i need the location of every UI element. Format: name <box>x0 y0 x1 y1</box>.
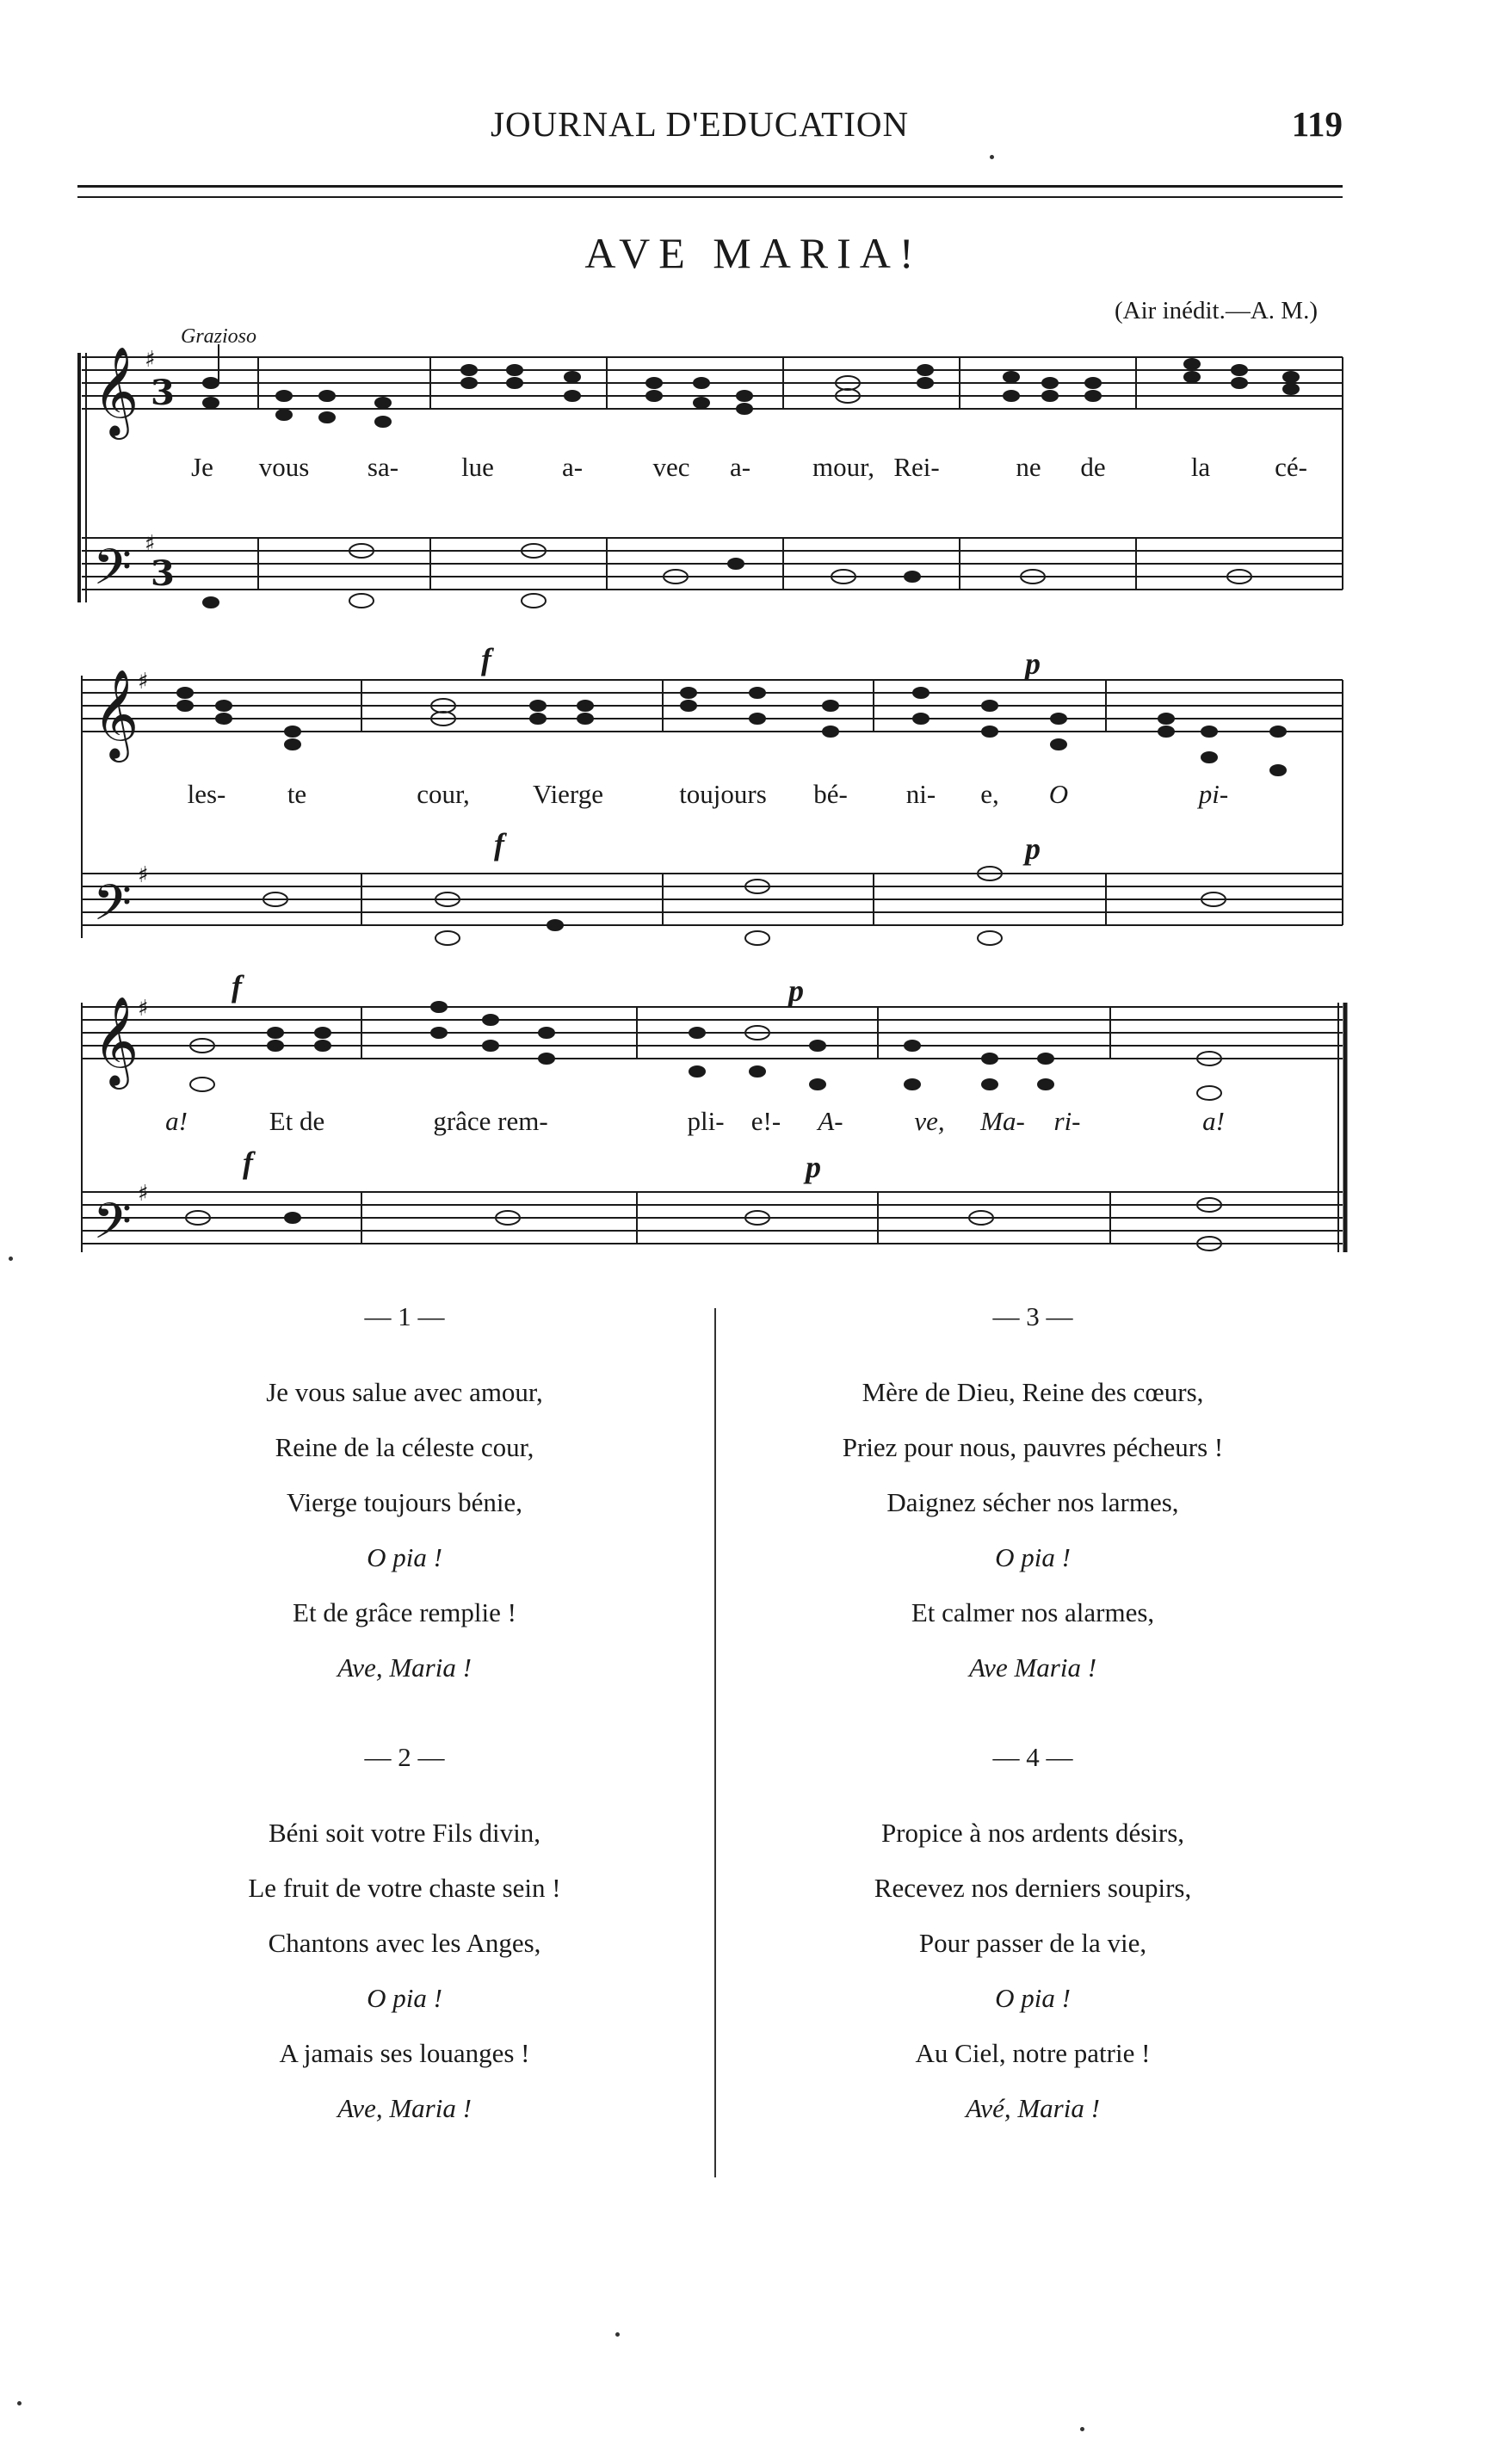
bass-clef-icon: 𝄢 <box>93 538 133 608</box>
journal-title: JOURNAL D'EDUCATION <box>491 104 910 144</box>
verse-line: Au Ciel, notre patrie ! <box>915 2038 1151 2068</box>
verse-line: O pia ! <box>995 1542 1071 1572</box>
verse-line: Ave Maria ! <box>968 1652 1097 1683</box>
lyric-syllable: Je <box>191 452 213 482</box>
dynamic-marking: f <box>481 642 491 676</box>
bass-clef-icon: 𝄢 <box>93 1192 133 1263</box>
verse-1 <box>103 1291 706 1695</box>
verse-line: Vierge toujours bénie, <box>287 1487 522 1517</box>
lyric-syllable: vec <box>652 452 690 482</box>
bass-clef-icon: 𝄢 <box>93 874 133 944</box>
lyric-syllable: A- <box>818 1106 843 1136</box>
dynamic-marking: p <box>806 1150 821 1184</box>
song-attribution: (Air inédit.—A. M.) <box>1115 297 1318 324</box>
dynamic-marking: f <box>243 1146 253 1180</box>
lyric-syllable: a- <box>561 452 584 482</box>
dynamic-marking: p <box>1025 831 1041 866</box>
verse-line: O pia ! <box>995 1983 1071 2013</box>
verse-line: Mère de Dieu, Reine des cœurs, <box>862 1377 1204 1407</box>
verse-2 <box>103 1732 706 2136</box>
lyric-syllable: O <box>1048 779 1069 809</box>
lyric-syllable: les- <box>187 779 226 809</box>
svg-text:♯: ♯ <box>138 669 149 695</box>
verse-line: Recevez nos derniers soupirs, <box>874 1873 1192 1903</box>
verse-line: Et de grâce remplie ! <box>293 1597 516 1627</box>
treble-clef-icon: 𝄞 <box>93 669 139 759</box>
lyric-syllable: te <box>287 779 307 809</box>
svg-text:♯: ♯ <box>145 531 156 557</box>
verses-right-column <box>732 1291 1334 2203</box>
column-divider <box>714 1308 716 2177</box>
lyric-syllable: de <box>1080 452 1106 482</box>
verse-line: Reine de la céleste cour, <box>275 1432 534 1462</box>
lyric-syllable: ne <box>1016 452 1041 482</box>
lyric-syllable: la <box>1190 452 1211 482</box>
verse-number: — 2 — <box>364 1742 445 1772</box>
lyric-syllable: cour, <box>417 779 470 809</box>
lyric-syllable: a! <box>1202 1106 1225 1136</box>
verse-line: Et calmer nos alarmes, <box>911 1597 1155 1627</box>
lyric-syllable: e!- <box>750 1106 781 1136</box>
treble-clef-icon: 𝄞 <box>93 996 139 1086</box>
verse-line: O pia ! <box>367 1542 442 1572</box>
verse-line: Propice à nos ardents désirs, <box>880 1818 1185 1848</box>
lyric-syllable: grâce rem- <box>433 1106 548 1136</box>
dynamic-marking: f <box>494 827 504 861</box>
verse-line: Béni soit votre Fils divin, <box>268 1818 541 1848</box>
verse-line: Ave, Maria ! <box>337 1652 472 1683</box>
verse-line: A jamais ses louanges ! <box>279 2038 530 2068</box>
lyric-syllable: a- <box>729 452 751 482</box>
verse-number: — 3 — <box>992 1301 1073 1331</box>
page-number: 119 <box>1291 104 1343 144</box>
lyric-syllable: pi- <box>1198 779 1229 809</box>
verse-line: O pia ! <box>367 1983 442 2013</box>
verse-line: Chantons avec les Anges, <box>268 1928 541 1958</box>
lyric-syllable: mour, <box>812 452 874 482</box>
verses-left-column <box>103 1291 706 2203</box>
verse-line: Ave, Maria ! <box>337 2093 472 2123</box>
verse-3 <box>732 1291 1334 1695</box>
verse-number: — 4 — <box>992 1742 1073 1772</box>
lyric-syllable: ni- <box>905 779 936 809</box>
treble-clef-icon: 𝄞 <box>93 346 139 436</box>
lyric-syllable: e, <box>980 779 999 809</box>
dynamic-marking: p <box>1025 646 1041 681</box>
verse-line: Pour passer de la vie, <box>918 1928 1147 1958</box>
lyric-syllable: vous <box>258 452 310 482</box>
dynamic-marking: f <box>232 969 242 1004</box>
svg-text:♯: ♯ <box>138 1181 149 1207</box>
lyric-syllable: lue <box>461 452 494 482</box>
verse-line: Je vous salue avec amour, <box>266 1377 543 1407</box>
lyric-syllable: a! <box>165 1106 188 1136</box>
lyric-syllable: ri- <box>1053 1106 1081 1136</box>
lyric-syllable: toujours <box>679 779 767 809</box>
svg-text:♯: ♯ <box>138 862 149 888</box>
lyric-syllable: Rei- <box>893 452 940 482</box>
song-title: AVE MARIA! <box>584 229 923 277</box>
lyric-syllable: Et de <box>269 1106 325 1136</box>
lyric-syllable: bé- <box>813 779 848 809</box>
verse-line: Daignez sécher nos larmes, <box>886 1487 1179 1517</box>
verse-line: Priez pour nous, pauvres pécheurs ! <box>842 1432 1224 1462</box>
svg-text:♯: ♯ <box>145 347 156 373</box>
lyric-syllable: pli- <box>687 1106 725 1136</box>
lyric-syllable: Vierge <box>533 779 603 809</box>
lyric-syllable: cé- <box>1275 452 1307 482</box>
lyric-syllable: ve, <box>914 1106 945 1136</box>
verse-line: Le fruit de votre chaste sein ! <box>248 1873 561 1903</box>
verses-section <box>0 1291 1507 2203</box>
lyric-syllable: Ma- <box>980 1106 1025 1136</box>
dynamic-marking: p <box>788 973 804 1008</box>
svg-text:3: 3 <box>151 373 175 413</box>
tempo-marking: Grazioso <box>181 325 257 348</box>
verse-4 <box>732 1732 1334 2136</box>
lyric-syllable: sa- <box>367 452 399 482</box>
svg-text:♯: ♯ <box>138 996 149 1022</box>
verse-number: — 1 — <box>364 1301 445 1331</box>
svg-text:3: 3 <box>151 553 175 594</box>
verse-line: Avé, Maria ! <box>966 2093 1100 2123</box>
